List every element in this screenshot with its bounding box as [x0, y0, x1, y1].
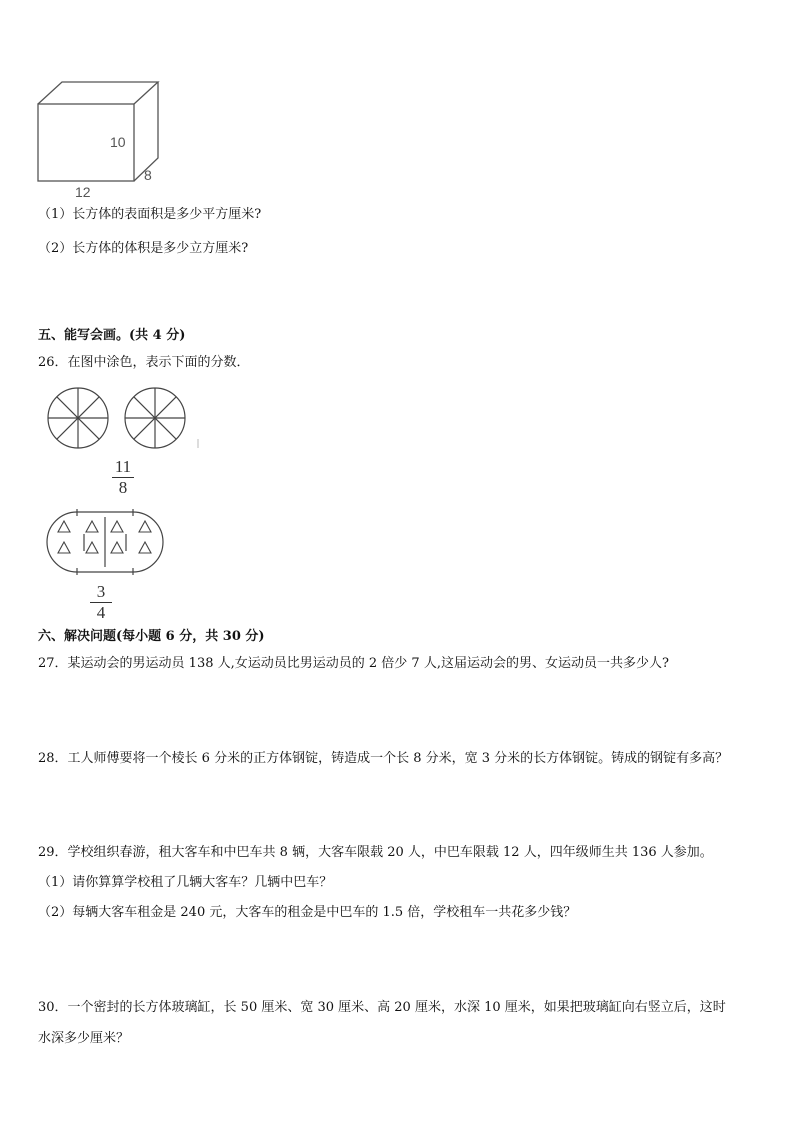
triangle-shape [86, 521, 98, 532]
triangle-shape [86, 542, 98, 553]
fraction1-numerator: 11 [114, 457, 132, 476]
q29-text: 29．学校组织春游，租大客车和中巴车共 8 辆，大客车限载 20 人，中巴车限载 12 人，四年级师生共 136 人参加。 [38, 845, 713, 860]
fraction2-numerator: 3 [96, 582, 106, 601]
fraction2-denominator: 4 [96, 603, 106, 622]
circles-figure [40, 384, 200, 452]
circle-eighths-2 [125, 388, 185, 448]
q30-text-line1: 30．一个密封的长方体玻璃缸，长 50 厘米、宽 30 厘米、高 20 厘米，水深 10 厘米，如果把玻璃缸向右竖立后，这时 [38, 1000, 726, 1015]
q28-text: 28．工人师傅要将一个棱长 6 分米的正方体钢锭，铸造成一个长 8 分米，宽 3 分米的长方体钢锭。铸成的钢锭有多高？ [38, 751, 729, 766]
triangles-oval-figure [44, 506, 168, 578]
section5-title: 五、能写会画。(共 4 分) [38, 328, 186, 343]
triangle-shape [111, 521, 123, 532]
circle-eighths-1 [48, 388, 108, 448]
q29-part2: （2）每辆大客车租金是 240 元，大客车的租金是中巴车的 1.5 倍，学校租车一共花多少钱？ [38, 905, 577, 920]
q27-text: 27．某运动会的男运动员 138 人,女运动员比男运动员的 2 倍少 7 人,这届运动会的男、女运动员一共多少人? [38, 656, 669, 671]
fraction1-denominator: 8 [118, 478, 128, 497]
triangle-shape [139, 542, 151, 553]
triangle-shape [58, 521, 70, 532]
triangle-shape [111, 542, 123, 553]
cuboid-figure [30, 78, 170, 200]
q25-part1: （1）长方体的表面积是多少平方厘米? [38, 207, 262, 222]
cuboid-length-label: 12 [75, 184, 91, 200]
triangle-shape [139, 521, 151, 532]
section6-title: 六、解决问题(每小题 6 分，共 30 分) [38, 629, 265, 644]
q30-text-line2: 水深多少厘米？ [38, 1031, 130, 1046]
q25-part2: （2）长方体的体积是多少立方厘米? [38, 241, 249, 256]
cuboid-height-label: 10 [110, 134, 126, 150]
fraction-eleven-eighths [108, 458, 138, 497]
cuboid-width-label: 8 [144, 167, 152, 183]
fraction-three-quarters [86, 583, 116, 622]
q29-part1: （1）请你算算学校租了几辆大客车？几辆中巴车？ [38, 875, 333, 890]
q26-text: 26．在图中涂色，表示下面的分数． [38, 355, 250, 370]
triangle-shape [58, 542, 70, 553]
